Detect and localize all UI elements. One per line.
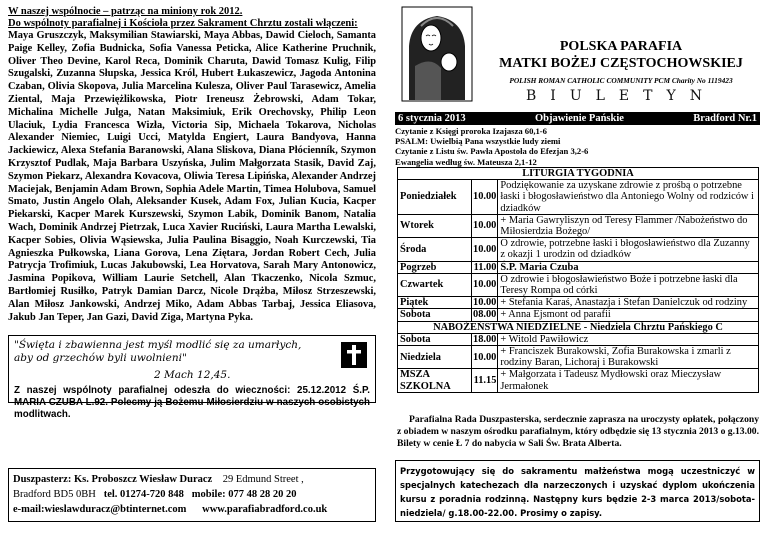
- baptism-names: Maya Gruszczyk, Maksymilian Stawiarski, Maya Abbas, Dawid Cieloch, Samanta Paige Kelley, Zofia Budnicka, Sofia Vanessa Peticka, Alice Katherine Pruchnik, Oliver Theo Devine, Karol Reca, Dominik Charuta, Dawid Tomasz Kulig, Filip Szugalski, Zuzanna Słupska, Jessica Król, Hubert Łukaszewicz, Jagoda Antonina Czaban, Olivia Skopova, Julia Marcelina Kulesza, Oliver Paul Tarasewicz, Amelia Ziental, Maja Przewiężlikowska, Piotr Ireneusz Żebrowski, Adam Tokar, Michalina Michelle Julga, Natan Maksimiuk, Erik Orechovsky, Philip Leon Ulaciuk, Lydia Francesca Wizła, Victoria Sip, Michaela Tokarova, Nicholas Alexander Niemiec, Luigi Ucci, Matylda Engiert, Laura Bandyova, Hanna Jackiewicz, Alexa Stefania Baranowski, Alana Sliskova, Diana Płócienník, Szymon Krzysztof Pudlak, Maja Barbara Uszyńska, Julim Małgorzata Stasik, David Zaj, Szymon Piekarz, Alexandra Kovacova, Oliwia Teresa Lipińska, Alexander Andrzej Maciejak, Benjamin Adam Brown, Sophia Adele Martin, Timea Holubova, Samuel Smato, Justin Angelo Olah, Aleksander Kusek, Adam Fox, Julian Kucia, Kacper Piekarski, Kacper Marek Kurszewski, Szymon Labik, Dominik Banom, Natalia Wach, Dominik Andrzej Pietrzak, Luca Xavier Ruciński, Laura Martha Lewalski, Kacper Sobies, Olivia Wąsiewska, Julia Paulina Bisaggio, Noah Kurczewski, Tia Agnieszka Pułkowska, Liana Gorova, Lena Ziętara, Jordan Robert Cech, Julia Patrycja Trofimiuk, Lucas Jakubowski, Lea Horvatova, Sarah Mary Antonowicz, Jasmina Popikova, William Laurie Setchell, Alan Tkaczenko, Nicola Szmuc, Bartłomiej Rusiłko, Patryk Damian Darcz, Nicole Drążba, Miłosz Strzeszewski, Alan Miłosz Jankowski, Andrzej Miko, Adam Abbas Tarbaj, Jessica Eliasova, Jakub Jan Teper, Jan Gazi, David Ziga, Martyna Pyka.: [8, 30, 376, 323]
- baptism-section: [8, 6, 376, 324]
- party-announcement: Parafialna Rada Duszpasterska, serdecznie zaprasza na uroczysty opłatek, połączony z obiadem w naszym ośrodku parafialnym, który odbędzie się 13 stycznia 2013 o g.13.00. Bilety w cenie Ł 7 do nabycia w Sali Św. Brata Alberta.: [397, 414, 759, 450]
- bulletin-title: BIULETYN: [526, 88, 716, 104]
- table-row: [398, 346, 759, 369]
- parish-line-2: MATKI BOŻEJ CZĘSTOCHOWSKIEJ: [499, 56, 743, 71]
- table-row: [398, 273, 759, 296]
- street-address: 29 Edmund Street ,: [222, 474, 304, 485]
- website-link[interactable]: www.parafiabradford.co.uk: [202, 504, 328, 515]
- city-postcode: Bradford BD5 0BH: [13, 489, 96, 500]
- time-cell: 10.00: [473, 297, 497, 309]
- time-cell: 08.00: [473, 309, 497, 321]
- reading-psalm: PSALM: Uwielbią Pana wszystkie ludy ziemi: [395, 136, 561, 147]
- table-row: [398, 238, 759, 261]
- marriage-course-box: Przygotowujący się do sakramentu małżeństwa mogą uczestniczyć w specjalnych katechezach dla narzeczonych i uzyskać dyplom ukończenia kursu z poradnia rodzinną. Następny kurs będzie 2-3 marca 2013/sobota-niedziela/ g.18.00-22.00. Prosimy o zapisy.: [395, 460, 760, 522]
- section-title: W naszej wspólnocie – patrząc na miniony rok 2012.: [8, 6, 243, 17]
- table-row: [398, 309, 759, 321]
- death-notice: Z naszej wspólnoty parafialnej odeszła do wieczności: 25.12.2012 Ś.P. MARIA CZUBA L.92. Polecmy ją Bożemu Miłosierdziu w naszych osobistych modlitwach.: [14, 385, 370, 420]
- day-cell: Pogrzeb: [398, 261, 472, 273]
- schedule-heading-row: [398, 168, 759, 180]
- table-row: [398, 297, 759, 309]
- day-cell: Sobota: [398, 309, 472, 321]
- reading-second: Czytanie z Listu św. Pawła Apostoła do Efezjan 3,2-6: [395, 146, 589, 157]
- intention-cell: + Maria Gawryliszyn od Teresy Flammer /Nabożeństwo do Miłosierdzia Bożego/: [498, 214, 759, 237]
- parish-line-1: POLSKA PARAFIA: [559, 39, 683, 54]
- schedule-heading: LITURGIA TYGODNIA: [398, 168, 759, 180]
- time-cell: 18.00: [473, 333, 497, 345]
- table-row: [398, 214, 759, 237]
- section-subtitle: Do wspólnoty parafialnej i Kościoła przez Sakrament Chrztu zostali włączeni:: [8, 18, 358, 29]
- contact-box: [8, 468, 376, 522]
- day-cell: Środa: [398, 238, 472, 261]
- intention-cell: + Witold Pawiłowicz: [498, 333, 759, 345]
- bulletin-number: Bradford Nr.1: [693, 113, 757, 124]
- table-row: [398, 333, 759, 345]
- reading-gospel: Ewangelia według św. Mateusza 2,1-12: [395, 156, 537, 167]
- parish-title: [485, 38, 757, 72]
- date-bar: [395, 112, 760, 125]
- time-cell: 10.00: [472, 214, 498, 237]
- day-cell: MSZA SZKOLNA: [398, 369, 472, 392]
- cross-icon: [341, 342, 367, 368]
- email-link[interactable]: e-mail:wieslawduracz@btinternet.com: [13, 504, 187, 515]
- table-row: [398, 180, 759, 215]
- day-cell: Niedziela: [398, 346, 472, 369]
- sunday-heading-row: [398, 321, 759, 333]
- intention-cell: + Małgorzata i Tadeusz Mydłowski oraz Mieczysław Jermałonek: [498, 369, 759, 392]
- intention-cell: + Anna Ejsmont od parafii: [498, 309, 759, 321]
- time-cell: 10.00: [472, 180, 498, 215]
- readings: [395, 126, 760, 167]
- quote-text: "Święta i zbawienna jest myśl modlić się za umarłych, aby od grzechów byli uwolnieni": [14, 339, 302, 364]
- intention-cell: O zdrowie, potrzebne łaski i błogosławieństwo dla Zuzanny z okazji 1 urodzin od dziadków: [498, 238, 759, 261]
- time-cell: 11.15: [472, 369, 498, 392]
- time-cell: 10.00: [472, 238, 498, 261]
- quote-reference: 2 Mach 12,45.: [154, 369, 231, 381]
- intention-cell: Ś.P. Maria Czuba: [498, 261, 759, 273]
- sunday-heading: NABOŻEŃSTWA NIEDZIELNE - Niedziela Chrztu Pańskiego C: [398, 321, 759, 333]
- intention-cell: + Stefania Karaś, Anastazja i Stefan Danielczuk od rodziny: [498, 297, 759, 309]
- time-cell: 10.00: [472, 273, 498, 296]
- memorial-box: [8, 335, 376, 420]
- mobile-number: mobile: 077 48 28 20 20: [191, 489, 297, 500]
- reading-first: Czytanie z Księgi proroka Izajasza 60,1-6: [395, 126, 547, 136]
- phone-number: tel. 01274-720 848: [103, 489, 184, 500]
- feast-name: Objawienie Pańskie: [534, 113, 624, 124]
- charity-line: POLISH ROMAN CATHOLIC COMMUNITY PCM Charity No 1119423: [509, 76, 733, 85]
- day-cell: Poniedziałek: [398, 180, 472, 215]
- bulletin-header: [395, 6, 760, 106]
- day-cell: Czwartek: [398, 273, 472, 296]
- liturgy-schedule: [397, 167, 759, 393]
- time-cell: 10.00: [472, 346, 498, 369]
- day-cell: Sobota: [398, 333, 472, 345]
- table-row: [398, 369, 759, 392]
- time-cell: 11.00: [472, 261, 498, 273]
- intention-cell: Podziękowanie za uzyskane zdrowie z prośbą o potrzebne łaski i błogosławieństwo dla Antoniego Wolny od rodziców i dziadków: [498, 180, 759, 215]
- day-cell: Wtorek: [398, 214, 472, 237]
- priest-name: Duszpasterz: Ks. Proboszcz Wiesław Duracz: [13, 474, 213, 485]
- table-row: [398, 261, 759, 273]
- day-cell: Piątek: [398, 297, 472, 309]
- madonna-icon: [401, 6, 473, 102]
- intention-cell: + Franciszek Burakowski, Zofia Burakowska i zmarli z rodziny Baran, Lichoraj i Burakowski: [498, 346, 759, 369]
- bulletin-date: 6 stycznia 2013: [398, 113, 466, 124]
- intention-cell: O zdrowie i błogosławieństwo Boże i potrzebne łaski dla Teresy Rompa od córki: [498, 273, 759, 296]
